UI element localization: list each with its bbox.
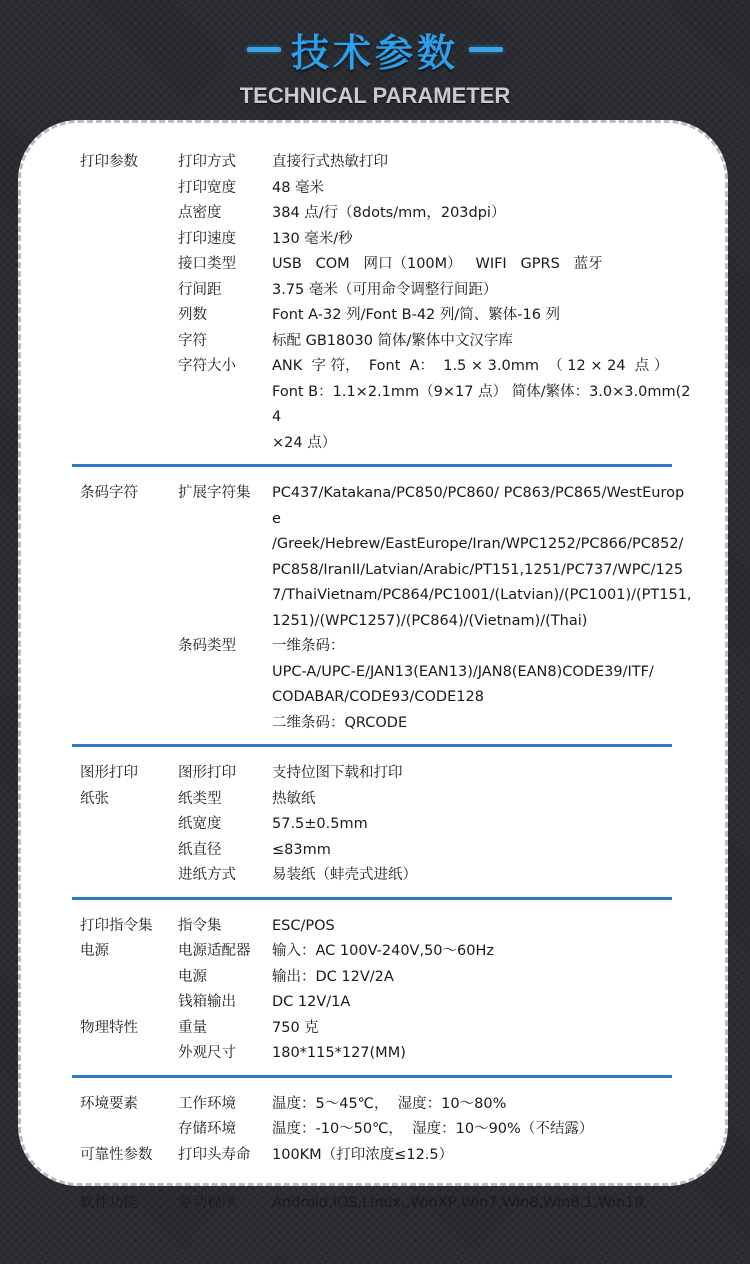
row-value: /Greek/Hebrew/EastEurope/Iran/WPC1252/PC866/PC852/: [272, 536, 684, 552]
row-item: [178, 660, 272, 686]
row-item: 打印速度: [178, 230, 236, 247]
table-row: [80, 252, 690, 278]
row-value: Font A-32 列/Font B-42 列/简、繁体-16 列: [272, 307, 561, 323]
row-value: CODABAR/CODE93/CODE128: [272, 689, 484, 705]
table-row: [80, 380, 690, 431]
row-item: 电源: [178, 968, 207, 985]
row-category: 物理特性: [80, 1019, 138, 1036]
row-item: 扩展字符集: [178, 485, 251, 501]
row-item: [178, 711, 272, 737]
section-commands-power: [80, 914, 690, 1067]
row-category: [80, 176, 178, 202]
table-row: [80, 685, 690, 711]
table-row: [80, 990, 690, 1016]
row-category: [80, 685, 178, 711]
table-row: [80, 1016, 690, 1042]
row-category: 环境要素: [80, 1095, 138, 1112]
title-dash-right: [469, 47, 503, 52]
row-category: 可靠性参数: [80, 1146, 153, 1163]
row-item: 接口类型: [178, 256, 236, 272]
row-item: 纸直径: [178, 841, 222, 858]
row-item: 字符大小: [178, 358, 236, 374]
row-category: [80, 990, 178, 1016]
table-row: [80, 1117, 690, 1143]
row-value: 热敏纸: [272, 790, 316, 807]
row-category: 纸张: [80, 790, 109, 807]
row-value: 支持位图下载和打印: [272, 765, 403, 781]
table-row: [80, 303, 690, 329]
row-category: [80, 354, 178, 380]
table-row: [80, 660, 690, 686]
row-item: 纸宽度: [178, 816, 222, 832]
row-category: [80, 532, 178, 558]
row-category: 打印指令集: [80, 917, 153, 934]
row-value: 48 毫米: [272, 179, 325, 196]
row-category: [80, 583, 178, 609]
row-category: [80, 227, 178, 253]
row-item: 行间距: [178, 281, 222, 298]
row-item: 打印方式: [178, 154, 236, 170]
table-row: [80, 481, 690, 532]
spec-table: [80, 150, 690, 1217]
row-item: 钱箱输出: [178, 994, 236, 1010]
table-row: [80, 1041, 690, 1067]
row-category: [80, 965, 178, 991]
table-row: [80, 354, 690, 380]
row-value: Font B：1.1×2.1mm（9×17 点） 简体/繁体：3.0×3.0mm(24: [272, 383, 691, 425]
table-row: [80, 838, 690, 864]
row-value: 100KM（打印浓度≤12.5）: [272, 1146, 454, 1163]
row-value: PC858/IranII/Latvian/Arabic/PT151,1251/PC737/WPC/125: [272, 561, 684, 578]
row-value: 130 毫米/秒: [272, 230, 353, 247]
row-category: [80, 838, 178, 864]
row-value: 57.5±0.5mm: [272, 816, 368, 832]
page-title: 技术参数: [290, 31, 459, 75]
table-row: [80, 532, 690, 558]
title-row: [0, 22, 750, 77]
row-value: 1251)/(WPC1257)/(PC864)/(Vietnam)/(Thai): [272, 612, 588, 629]
row-item: 打印宽度: [178, 179, 236, 196]
row-category: [80, 201, 178, 227]
row-value: 180*115*127(MM): [272, 1045, 406, 1061]
section-print: [80, 150, 690, 456]
table-row: [80, 1191, 690, 1217]
table-row: [80, 431, 690, 457]
row-value: ×24 点）: [272, 434, 337, 451]
row-value: DC 12V/1A: [272, 994, 351, 1010]
row-category: [80, 812, 178, 838]
row-category: [80, 380, 178, 431]
row-item: 纸类型: [178, 790, 222, 807]
table-row: [80, 150, 690, 176]
row-value: 标配 GB18030 简体/繁体中文汉字库: [272, 332, 513, 349]
row-item: 列数: [178, 307, 207, 323]
table-row: [80, 1143, 690, 1169]
table-row: [80, 227, 690, 253]
row-category: [80, 329, 178, 355]
row-category: [80, 431, 178, 457]
table-row: [80, 558, 690, 584]
row-item: 指令集: [178, 917, 222, 934]
table-row: [80, 711, 690, 737]
row-category: [80, 252, 178, 278]
table-row: [80, 939, 690, 965]
row-value: PC437/Katakana/PC850/PC860/ PC863/PC865/WestEurope: [272, 485, 685, 527]
section-graphics-paper: [80, 761, 690, 889]
row-item: 点密度: [178, 205, 222, 221]
row-item: 重量: [178, 1019, 207, 1036]
row-item: 条码类型: [178, 638, 236, 654]
row-value: 易装纸（蚌壳式进纸）: [272, 867, 417, 883]
table-row: [80, 863, 690, 889]
row-value: 输出：DC 12V/2A: [272, 968, 394, 985]
row-value: ESC/POS: [272, 917, 335, 934]
row-item: 电源适配器: [178, 943, 251, 959]
table-row: [80, 634, 690, 660]
row-value: 一维条码：: [272, 638, 345, 654]
row-category: [80, 1117, 178, 1143]
row-item: 驱动程序: [178, 1195, 236, 1211]
row-category: 条码字符: [80, 485, 138, 501]
row-value: UPC-A/UPC-E/JAN13(EAN13)/JAN8(EAN8)CODE39/ITF/: [272, 663, 654, 680]
table-row: [80, 761, 690, 787]
row-item: 存储环境: [178, 1121, 236, 1137]
row-item: 进纸方式: [178, 867, 236, 883]
row-category: 图形打印: [80, 765, 138, 781]
row-value: 384 点/行（8dots/mm，203dpi）: [272, 205, 506, 221]
row-category: [80, 634, 178, 660]
title-dash-left: [247, 47, 281, 52]
row-item: [178, 583, 272, 609]
table-row: [80, 329, 690, 355]
page-header: [0, 22, 750, 109]
row-category: 打印参数: [80, 154, 138, 170]
table-row: [80, 965, 690, 991]
row-category: [80, 863, 178, 889]
row-item: [178, 558, 272, 584]
row-item: 图形打印: [178, 765, 236, 781]
table-row: [80, 201, 690, 227]
row-item: 外观尺寸: [178, 1045, 236, 1061]
row-value: 温度：-10～50℃， 湿度：10～90%（不结露）: [272, 1121, 594, 1137]
table-row: [80, 583, 690, 609]
table-row: [80, 787, 690, 813]
table-row: [80, 914, 690, 940]
row-category: [80, 660, 178, 686]
row-category: [80, 609, 178, 635]
row-value: 输入：AC 100V-240V,50～60Hz: [272, 943, 494, 959]
row-category: [80, 303, 178, 329]
table-row: [80, 278, 690, 304]
row-category: [80, 711, 178, 737]
row-value: Android,IOS,Linux,,WinXP,Win7,Win8,Win8.1,Win10: [272, 1195, 644, 1211]
row-item: [178, 532, 272, 558]
row-item: [178, 431, 272, 457]
table-row: [80, 1092, 690, 1118]
row-category: [80, 1041, 178, 1067]
row-value: ≤83mm: [272, 841, 331, 858]
row-category: [80, 278, 178, 304]
row-value: 7/ThaiVietnam/PC864/PC1001/(Latvian)/(PC1001)/(PT151,: [272, 587, 692, 603]
row-value: ANK 字 符， Font A： 1.5 × 3.0mm （ 12 × 24 点 ）: [272, 358, 669, 374]
row-value: 3.75 毫米（可用命令调整行间距）: [272, 281, 498, 298]
section-environment: [80, 1092, 690, 1217]
row-category: 电源: [80, 943, 109, 959]
row-item: 字符: [178, 332, 207, 349]
row-item: 工作环境: [178, 1095, 236, 1112]
row-item: [178, 609, 272, 635]
table-row: [80, 812, 690, 838]
section-barcode: [80, 481, 690, 736]
row-value: USB COM 网口（100M） WIFI GPRS 蓝牙: [272, 256, 603, 272]
table-row: [80, 609, 690, 635]
row-item: [178, 685, 272, 711]
row-item: [178, 380, 272, 431]
page-subtitle: TECHNICAL PARAMETER: [239, 83, 511, 108]
table-row: [80, 176, 690, 202]
row-value: 750 克: [272, 1019, 319, 1036]
row-value: 温度：5～45℃， 湿度：10～80%: [272, 1095, 507, 1112]
row-item: 打印头寿命: [178, 1146, 251, 1163]
row-category: 软件功能: [80, 1195, 138, 1211]
row-category: [80, 558, 178, 584]
row-value: 直接行式热敏打印: [272, 154, 388, 170]
row-value: 二维条码：QRCODE: [272, 714, 408, 731]
